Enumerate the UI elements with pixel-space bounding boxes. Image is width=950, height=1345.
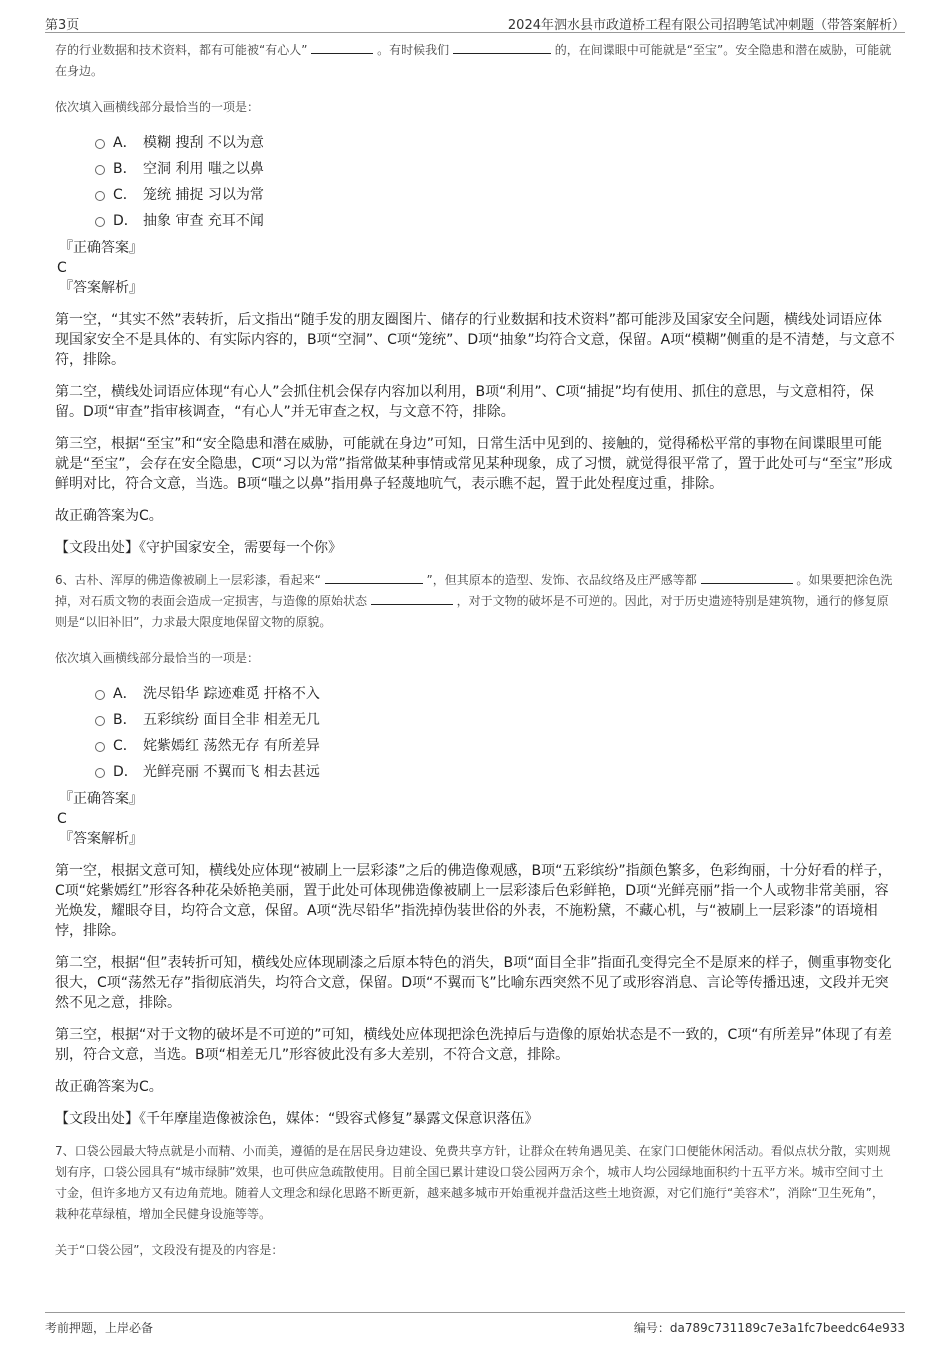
correct-answer: C bbox=[57, 811, 67, 827]
page-number: 第3页 bbox=[45, 18, 80, 33]
radio-icon[interactable] bbox=[95, 217, 105, 227]
option-c[interactable] bbox=[95, 733, 895, 759]
radio-icon[interactable] bbox=[95, 139, 105, 149]
q6-passage bbox=[55, 570, 895, 633]
analysis-paragraph: 第二空，根据“但”表转折可知，横线处应体现刷漆之后原本特色的消失，B项“面目全非”指面孔变得完全不是原来的样子，侧重事物变化很大，C项“荡然无存”指彻底消失，均符合文意，保留。D项“不翼而飞”比喻东西突然不见了或形容消息、言论等传播迅速，文段并无突然不见之意，排除。 bbox=[55, 955, 892, 1011]
document-title: 2024年泗水县市政道桥工程有限公司招聘笔试冲刺题（带答案解析） bbox=[507, 18, 905, 33]
analysis-paragraph: 第一空，根据文意可知，横线处应体现“被刷上一层彩漆”之后的佛造像观感，B项“五彩缤纷”指颜色繁多，色彩绚丽，十分好看的样子，C项“姹紫嫣红”形容各种花朵娇艳美丽，置于此处可体现佛造像被刷上一层彩漆后色彩鲜艳，D项“光鲜亮丽”指一个人或物非常美丽，容光焕发，耀眼夺目，均符合文意，保留。A项“洗尽铅华”指洗掉伪装世俗的外表，不施粉黛，不藏心机，与“被刷上一层彩漆”的语境相悖，排除。 bbox=[55, 863, 892, 939]
source-citation: 【文段出处】《守护国家安全，需要每一个你》 bbox=[55, 540, 342, 556]
page-footer bbox=[45, 1312, 905, 1335]
page-header bbox=[45, 10, 905, 33]
analysis-conclusion: 故正确答案为C。 bbox=[55, 1079, 163, 1095]
q6-text-d: ，对于文物的破坏是不可逆的。因此，对于历史遗迹特别是建筑物，通行的修复原则是“以旧补旧”，力求最大限度地保留文物的原貌。 bbox=[55, 594, 889, 629]
option-text: 光鲜亮丽 不翼而飞 相去甚远 bbox=[143, 764, 320, 780]
option-text: 空洞 利用 嗤之以鼻 bbox=[143, 161, 264, 177]
option-letter: D． bbox=[113, 764, 138, 780]
option-text: 抽象 审查 充耳不闻 bbox=[143, 213, 264, 229]
q5-passage bbox=[55, 40, 895, 82]
option-text: 洗尽铅华 踪迹难觅 扞格不入 bbox=[143, 686, 320, 702]
option-c[interactable] bbox=[95, 182, 895, 208]
option-letter: D． bbox=[113, 213, 138, 229]
option-b[interactable] bbox=[95, 156, 895, 182]
option-a[interactable] bbox=[95, 130, 895, 156]
page-content bbox=[55, 40, 895, 1261]
q7-passage: 7、口袋公园最大特点就是小而精、小而美，遵循的是在居民身边建设、免费共享方针，让群众在转角遇见美、在家门口便能休闲活动。看似点状分散，实则规划有序，口袋公园具有“城市绿肺”效果，也可供应急疏散使用。目前全国已累计建设口袋公园两万余个，城市人均公园绿地面积约十五平方米。城市空间寸土寸金，但许多地方又有边角荒地。随着人文理念和绿化思路不断更新，越来越多城市开始重视并盘活这些土地资源，对它们施行“美容术”，消除“卫生死角”，栽种花草绿植，增加全民健身设施等等。 bbox=[55, 1144, 891, 1221]
source-citation: 【文段出处】《千年摩崖造像被涂色，媒体：“毁容式修复”暴露文保意识落伍》 bbox=[55, 1111, 539, 1127]
radio-icon[interactable] bbox=[95, 191, 105, 201]
blank-3 bbox=[371, 592, 453, 605]
analysis-conclusion: 故正确答案为C。 bbox=[55, 508, 163, 524]
q5-text-b: 。有时候我们 bbox=[377, 43, 450, 57]
option-text: 五彩缤纷 面目全非 相差无几 bbox=[143, 712, 320, 728]
answer-label: 『正确答案』 bbox=[59, 240, 143, 256]
option-text: 姹紫嫣红 荡然无存 有所差异 bbox=[143, 738, 320, 754]
option-letter: B． bbox=[113, 712, 137, 728]
option-d[interactable] bbox=[95, 759, 895, 785]
q7-prompt: 关于“口袋公园”，文段没有提及的内容是： bbox=[55, 1243, 284, 1257]
footer-slogan: 考前押题，上岸必备 bbox=[45, 1321, 154, 1335]
blank-1 bbox=[311, 41, 373, 54]
analysis-paragraph: 第二空，横线处词语应体现“有心人”会抓住机会保存内容加以利用，B项“利用”、C项“捕捉”均有使用、抓住的意思，与文意相符，保留。D项“审查”指审核调查，“有心人”并无审查之权，与文意不符，排除。 bbox=[55, 384, 874, 420]
q5-options bbox=[95, 130, 895, 234]
document-id: 编号：da789c731189c7e3a1fc7beedc64e933 bbox=[633, 1321, 905, 1335]
option-a[interactable] bbox=[95, 681, 895, 707]
blank-2 bbox=[701, 571, 793, 584]
analysis-paragraph: 第三空，根据“对于文物的破坏是不可逆的”可知，横线处应体现把涂色洗掉后与造像的原始状态是不一致的，C项“有所差异”体现了有差别，符合文意，当选。B项“相差无几”形容彼此没有多大差别，不符合文意，排除。 bbox=[55, 1027, 892, 1063]
option-b[interactable] bbox=[95, 707, 895, 733]
q6-prompt: 依次填入画横线部分最恰当的一项是： bbox=[55, 651, 260, 665]
option-letter: A． bbox=[113, 135, 137, 151]
q5-prompt: 依次填入画横线部分最恰当的一项是： bbox=[55, 100, 260, 114]
radio-icon[interactable] bbox=[95, 716, 105, 726]
radio-icon[interactable] bbox=[95, 768, 105, 778]
radio-icon[interactable] bbox=[95, 742, 105, 752]
option-text: 笼统 捕捉 习以为常 bbox=[143, 187, 264, 203]
option-letter: A． bbox=[113, 686, 137, 702]
q6-text-b: ”，但其原本的造型、发饰、衣品纹络及庄严感等都 bbox=[426, 573, 697, 587]
option-letter: C． bbox=[113, 187, 137, 203]
q5-text-a: 存的行业数据和技术资料，都有可能被“有心人” bbox=[55, 43, 308, 57]
option-d[interactable] bbox=[95, 208, 895, 234]
correct-answer: C bbox=[57, 260, 67, 276]
radio-icon[interactable] bbox=[95, 165, 105, 175]
q5-text-c: 的，在间谍眼中可能就是“至宝”。安全隐患和潜在威胁，可能就在身边。 bbox=[55, 43, 892, 78]
radio-icon[interactable] bbox=[95, 690, 105, 700]
option-letter: C． bbox=[113, 738, 137, 754]
blank-1 bbox=[325, 571, 423, 584]
q6-options bbox=[95, 681, 895, 785]
analysis-paragraph: 第一空，“其实不然”表转折，后文指出“随手发的朋友圈图片、储存的行业数据和技术资料”都可能涉及国家安全问题，横线处词语应体现国家安全不是具体的、有实际内容的，B项“空洞”、C项“笼统”、D项“抽象”均符合文意，保留。A项“模糊”侧重的是不清楚，与文意不符，排除。 bbox=[55, 312, 895, 368]
analysis-label: 『答案解析』 bbox=[59, 831, 143, 847]
q6-text-a: 6、古朴、浑厚的佛造像被刷上一层彩漆，看起来“ bbox=[55, 573, 321, 587]
blank-2 bbox=[453, 41, 551, 54]
analysis-label: 『答案解析』 bbox=[59, 280, 143, 296]
option-text: 模糊 搜刮 不以为意 bbox=[143, 135, 264, 151]
q6-text-c: 。如果要把涂色洗掉，对石质文物的表面会造成一定损害，与造像的原始状态 bbox=[55, 573, 893, 608]
analysis-paragraph: 第三空，根据“至宝”和“安全隐患和潜在威胁，可能就在身边”可知，日常生活中见到的、接触的，觉得稀松平常的事物在间谍眼里可能就是“至宝”，会存在安全隐患，C项“习以为常”指常做某种事情或常见某种现象，成了习惯，就觉得很平常了，置于此处可与“至宝”形成鲜明对比，符合文意，当选。B项“嗤之以鼻”指用鼻子轻蔑地吭气，表示瞧不起，置于此处程度过重，排除。 bbox=[55, 436, 893, 492]
option-letter: B． bbox=[113, 161, 137, 177]
answer-label: 『正确答案』 bbox=[59, 791, 143, 807]
